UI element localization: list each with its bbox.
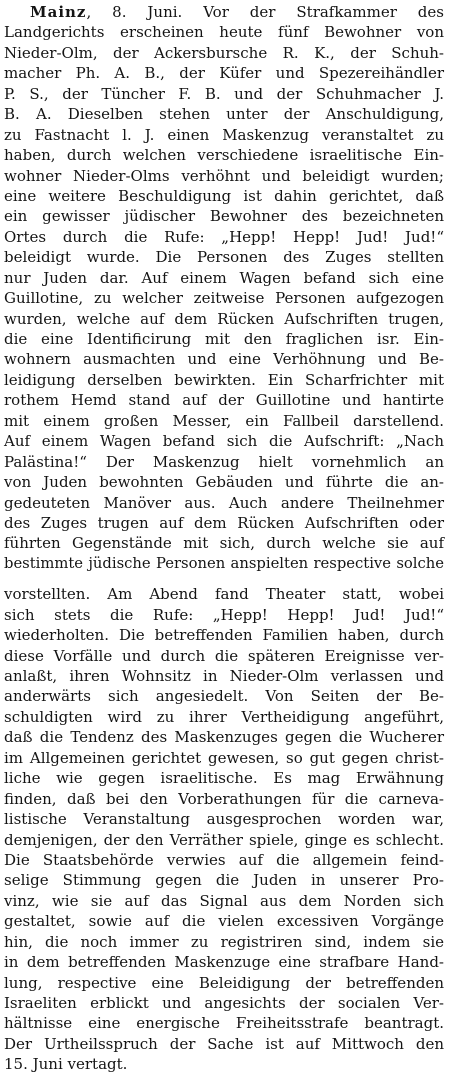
article-line-text: , 8. Juni. Vor der Strafkammer des <box>86 3 444 21</box>
article-line: zu Fastnacht l. J. einen Maskenzug veranstaltet zu <box>4 125 444 144</box>
article-line: die eine Identificirung mit den fraglichen isr. Ein- <box>4 330 444 348</box>
article-line: listische Veranstaltung ausgesprochen worden war, <box>4 810 444 829</box>
article-line: B. A. Dieselben stehen unter der Anschuldigung, <box>4 105 444 124</box>
article-line: führten Gegenstände mit sich, durch welche sie auf <box>4 534 444 553</box>
article-line: 15. Juni vertagt. <box>4 1055 128 1074</box>
article-line: anlaßt, ihren Wohnsitz in Nieder-Olm verlassen und <box>4 667 444 685</box>
article-line: Die Staatsbehörde verwies auf die allgemein feind- <box>4 850 444 869</box>
article-line: Palästina!“ Der Maskenzug hielt vornehmlich an <box>4 452 444 471</box>
article-line: wohner Nieder-Olms verhöhnt und beleidigt wurden; <box>4 166 444 185</box>
article-line: diese Vorfälle und durch die späteren Ereignisse ver- <box>4 646 444 665</box>
article-line: lung, respective eine Beleidigung der betreffenden <box>4 973 444 992</box>
article-line: Israeliten erblickt und angesichts der socialen Ver- <box>4 994 444 1012</box>
article-line: vorstellten. Am Abend fand Theater statt, wobei <box>4 585 444 604</box>
article-line: haben, durch welchen verschiedene israelitische Ein- <box>4 146 444 165</box>
article-line: finden, daß bei den Vorberathungen für die carneva- <box>4 789 444 808</box>
article-line: macher Ph. A. B., der Küfer und Spezereihändler <box>4 64 444 83</box>
article-line: Der Urtheilsspruch der Sache ist auf Mittwoch den <box>4 1034 444 1053</box>
dateline: Mainz <box>30 3 87 21</box>
article-line: wurden, welche auf dem Rücken Aufschriften trugen, <box>4 309 444 328</box>
article-line: eine weitere Beschuldigung ist dahin gerichtet, daß <box>4 186 444 205</box>
article-line: schuldigten wird zu ihrer Vertheidigung angeführt, <box>4 707 444 726</box>
article-line: nur Juden dar. Auf einem Wagen befand sich eine <box>4 268 444 287</box>
article-line: selige Stimmung gegen die Juden in unserer Pro- <box>4 871 444 890</box>
article-line: des Zuges trugen auf dem Rücken Aufschriften oder <box>4 513 444 532</box>
article-line: anderwärts sich angesiedelt. Von Seiten der Be- <box>4 687 444 706</box>
article-line <box>0 2 449 22</box>
article-line: P. S., der Tüncher F. B. und der Schuhmacher J. <box>4 84 444 103</box>
article-line: bestimmte jüdische Personen anspielten respective solche <box>4 554 444 572</box>
article-line: ein gewisser jüdischer Bewohner des bezeichneten <box>4 207 444 226</box>
article-line: demjenigen, der den Verräther spiele, ginge es schlecht. <box>4 830 444 849</box>
article-line: mit einem großen Messer, ein Fallbeil darstellend. <box>4 411 444 430</box>
article-line: wiederholten. Die betreffenden Familien haben, durch <box>4 626 444 645</box>
article-line: liche wie gegen israelitische. Es mag Erwähnung <box>4 769 444 788</box>
article-line: daß die Tendenz des Maskenzuges gegen die Wucherer <box>4 728 444 747</box>
article-line: gestaltet, sowie auf die vielen excessiven Vorgänge <box>4 912 444 931</box>
article-line: von Juden bewohnten Gebäuden und führte die an- <box>4 473 444 492</box>
news-article <box>0 2 449 1074</box>
article-line: hin, die noch immer zu registriren sind, indem sie <box>4 932 444 951</box>
column-gap <box>0 574 449 584</box>
article-line: in dem betreffenden Maskenzuge eine strafbare Hand- <box>4 953 444 972</box>
article-line: Guillotine, zu welcher zeitweise Personen aufgezogen <box>4 289 444 308</box>
article-line: Auf einem Wagen befand sich die Aufschrift: „Nach <box>4 432 444 451</box>
article-line: Nieder-Olm, der Ackersbursche R. K., der Schuh- <box>4 43 444 62</box>
article-line: wohnern ausmachten und eine Verhöhnung und Be- <box>4 350 444 369</box>
article-line: sich stets die Rufe: „Hepp! Hepp! Jud! Jud!“ <box>4 605 444 624</box>
article-line: hältnisse eine energische Freiheitsstrafe beantragt. <box>4 1014 444 1033</box>
article-line: gedeuteten Manöver aus. Auch andere Theilnehmer <box>4 493 444 512</box>
article-line: Landgerichts erscheinen heute fünf Bewohner von <box>4 23 444 42</box>
article-line: rothem Hemd stand auf der Guillotine und hantirte <box>4 391 444 410</box>
article-line: Ortes durch die Rufe: „Hepp! Hepp! Jud! Jud!“ <box>4 227 444 246</box>
article-line: leidigung derselben bewirkten. Ein Scharfrichter mit <box>4 370 444 389</box>
article-line: beleidigt wurde. Die Personen des Zuges stellten <box>4 248 444 267</box>
article-line: im Allgemeinen gerichtet gewesen, so gut gegen christ- <box>4 748 444 767</box>
article-line: vinz, wie sie auf das Signal aus dem Norden sich <box>4 891 444 910</box>
